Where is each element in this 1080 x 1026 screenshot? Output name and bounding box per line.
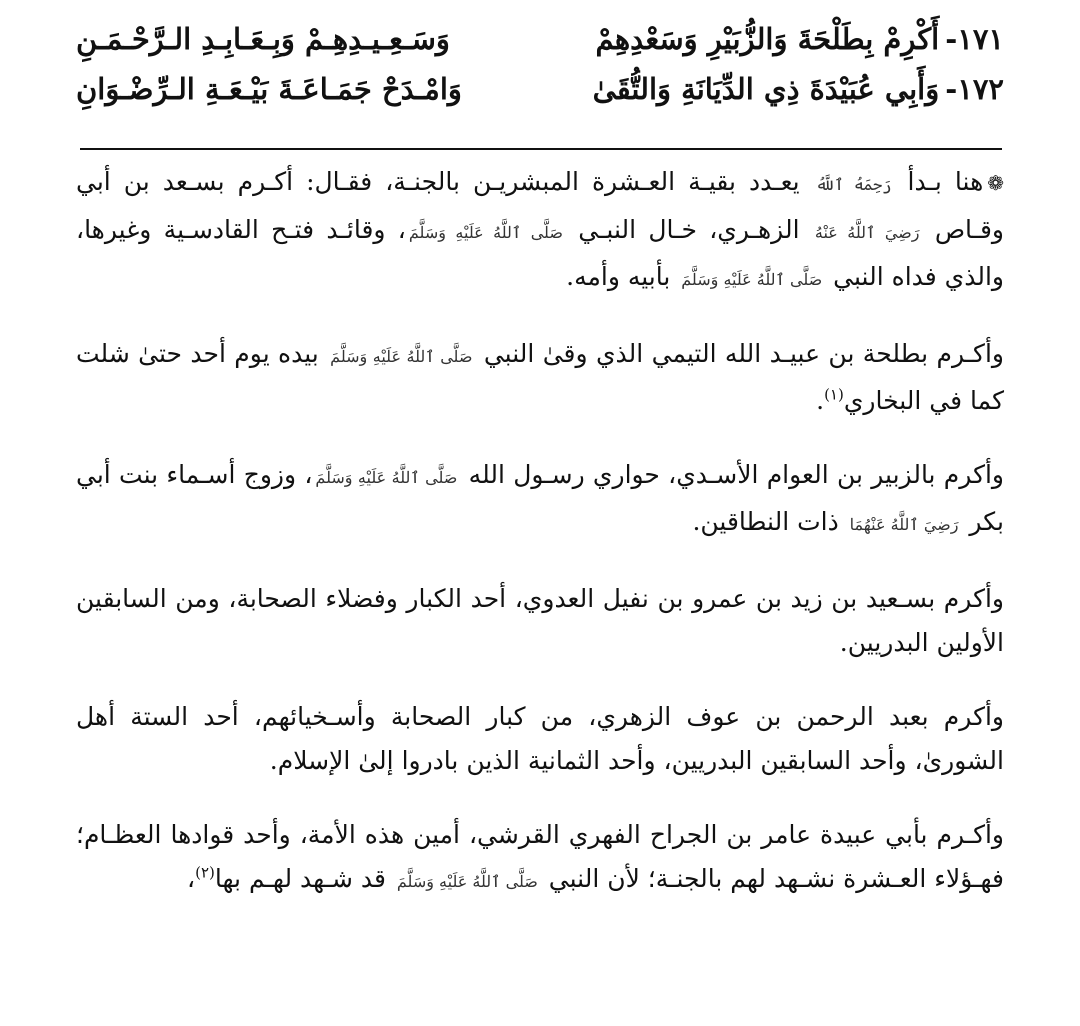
honorific: رَضِيَ ٱللَّهُ عَنْهُ [814, 222, 920, 242]
verse-first-text: أَكْرِمْ بِطَلْحَةَ وَالزُّبَيْرِ وَسَعْدِهِمْ [595, 22, 940, 56]
honorific: صَلَّى ٱللَّهُ عَلَيْهِ وَسَلَّمَ [681, 270, 823, 289]
paragraph-text: وأكـرم بأبي عبيدة عامر بن الجراح الفهري القرشي، أمين هذه الأمة، وأحد قوادها العظـام؛ فهـؤلاء العـشرة نشـهد لهم بالجنـة؛ لأن النبي [76, 819, 1004, 893]
verse-171 [76, 14, 1004, 64]
paragraph-text: هنا بـدأ [894, 167, 984, 196]
paragraph-text: يعـدد بقيـة العـشرة المبشريـن بالجنـة، فقـال: أكـرم بسـعد بن أبي وقـاص [76, 167, 1005, 244]
paragraph [76, 695, 1004, 784]
paragraph [76, 813, 1004, 905]
honorific: صَلَّى ٱللَّهُ عَلَيْهِ وَسَلَّمَ [315, 467, 458, 487]
paragraph-text: ، وزوج أسـماء بنت أبي بكر [76, 459, 1004, 536]
paragraph-text: ذات النطاقين. [692, 507, 847, 536]
flower-ornament-icon: ❁ [987, 171, 1005, 195]
verses-separator-line [80, 148, 1002, 150]
paragraph-text: بيده يوم أحد حتىٰ شلت كما في البخاري [76, 338, 1004, 415]
honorific: صَلَّى ٱللَّهُ عَلَيْهِ وَسَلَّمَ [396, 872, 538, 891]
honorific: صَلَّى ٱللَّهُ عَلَيْهِ وَسَلَّمَ [330, 346, 473, 366]
paragraph-text: قد شـهد لهـم بها [214, 864, 394, 893]
honorific: صَلَّى ٱللَّهُ عَلَيْهِ وَسَلَّمَ [408, 222, 563, 242]
paragraph-text: وأكرم بعبد الرحمن بن عوف الزهري، من كبار الصحابة وأسـخيائهم، أحد الستة أهل الشورىٰ، وأحد السابقين البدريين، وأحد الثمانية الذين بادروا إلىٰ الإسلام. [76, 701, 1004, 775]
paragraph-text: وأكرم بسـعيد بن زيد بن عمرو بن نفيل العدوي، أحد الكبار وفضلاء الصحابة، ومن السابقين الأولين البدريين. [76, 583, 1004, 657]
paragraph-text: . [816, 386, 825, 415]
honorific: رَحِمَهُ ٱللَّهُ [815, 175, 892, 194]
verse-number: ١٧١- [945, 22, 1004, 56]
paragraph-text: بأبيه وأمه. [566, 262, 679, 291]
verse-first-hemistich [596, 22, 1004, 56]
paragraph-text: ، [187, 864, 196, 893]
paragraph-text: ، وقائـد فتـح القادسـية وغيرها، والذي فداه النبي [76, 214, 1004, 291]
paragraph-text: الزهـري، خـال النبـي [565, 214, 812, 244]
paragraph-text: وأكـرم بطلحة بن عبيـد الله التيمي الذي وقىٰ النبي [475, 338, 1004, 368]
verse-172 [76, 64, 1004, 114]
paragraph [76, 577, 1004, 666]
paragraph-text: وأكرم بالزبير بن العوام الأسـدي، حواري رسـول الله [460, 459, 1004, 489]
paragraph [76, 160, 1004, 303]
verse-number: ١٧٢- [945, 72, 1004, 106]
verse-second-hemistich: وَامْـدَحْ جَمَـاعَـةَ بَيْـعَـةِ الـرِّضْـوَانِ [76, 72, 462, 106]
verse-first-hemistich [593, 72, 1004, 106]
honorific: رَضِيَ ٱللَّهُ عَنْهُمَا [849, 515, 959, 534]
paragraph [76, 453, 1004, 548]
footnote-ref: (١) [824, 385, 844, 404]
footnote-ref: (٢) [195, 863, 215, 882]
commentary-text [76, 160, 1004, 934]
verses-block [76, 14, 1004, 124]
verse-first-text: وَأَبِي عُبَيْدَةَ ذِي الدِّيَانَةِ وَالتُّقَىٰ [592, 72, 940, 106]
paragraph [76, 332, 1004, 424]
verse-second-hemistich: وَسَـعِـيـدِهِـمْ وَبِـعَـابِـدِ الـرَّحْـمَـنِ [76, 22, 450, 56]
